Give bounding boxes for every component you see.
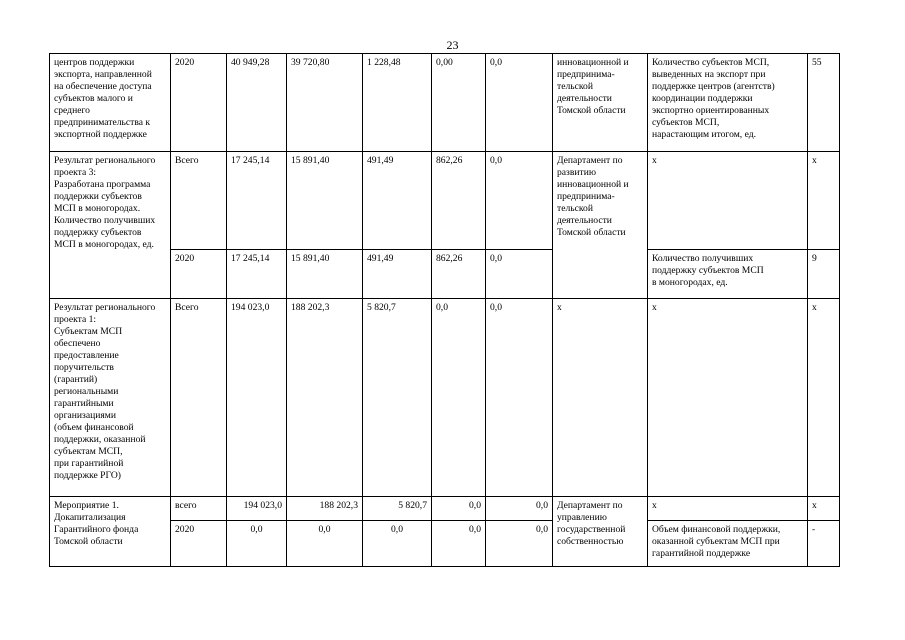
table-row — [50, 497, 840, 521]
local-funding-cell: 862,26 — [432, 250, 486, 299]
indicator-value-cell: - — [808, 521, 840, 567]
local-funding-cell: 0,0 — [432, 521, 486, 567]
local-funding-cell: 0,0 — [432, 497, 486, 521]
federal-funding-cell: 188 202,3 — [287, 497, 363, 521]
indicator-cell: х — [648, 299, 808, 497]
regional-funding-cell: 491,49 — [363, 250, 432, 299]
regional-funding-cell: 0,0 — [363, 521, 432, 567]
local-funding-cell: 862,26 — [432, 152, 486, 250]
other-funding-cell: 0,0 — [486, 521, 553, 567]
total-funding-cell: 0,0 — [227, 521, 287, 567]
year-cell: всего — [171, 497, 227, 521]
total-funding-cell: 194 023,0 — [227, 497, 287, 521]
year-cell: 2020 — [171, 54, 227, 152]
indicator-cell: Количество получивших поддержку субъектов МСП в моногородах, ед. — [648, 250, 808, 299]
program-table — [49, 53, 840, 567]
indicator-cell: х — [648, 152, 808, 250]
federal-funding-cell: 188 202,3 — [287, 299, 363, 497]
indicator-value-cell: 55 — [808, 54, 840, 152]
total-funding-cell: 17 245,14 — [227, 152, 287, 250]
local-funding-cell: 0,00 — [432, 54, 486, 152]
regional-funding-cell: 5 820,7 — [363, 497, 432, 521]
indicator-value-cell: х — [808, 152, 840, 250]
event-name-cell: Мероприятие 1. Докапитализация Гарантийного фонда Томской области — [50, 497, 171, 567]
table-row — [50, 54, 840, 152]
other-funding-cell: 0,0 — [486, 250, 553, 299]
indicator-cell: Объем финансовой поддержки, оказанной субъектам МСП при гарантийной поддержке — [648, 521, 808, 567]
federal-funding-cell: 39 720,80 — [287, 54, 363, 152]
table-row — [50, 152, 840, 250]
year-cell: Всего — [171, 299, 227, 497]
regional-funding-cell: 491,49 — [363, 152, 432, 250]
executor-cell: Департамент по управлению государственной собственностью — [553, 497, 648, 567]
indicator-value-cell: х — [808, 497, 840, 521]
event-name-cell: центров поддержки экспорта, направленной на обеспечение доступа субъектов малого и среднего предпринимательства к экспортной поддержке — [50, 54, 171, 152]
page-number: 23 — [446, 38, 459, 52]
year-cell: Всего — [171, 152, 227, 250]
federal-funding-cell: 15 891,40 — [287, 250, 363, 299]
indicator-value-cell: х — [808, 299, 840, 497]
total-funding-cell: 17 245,14 — [227, 250, 287, 299]
year-cell: 2020 — [171, 521, 227, 567]
regional-funding-cell: 5 820,7 — [363, 299, 432, 497]
other-funding-cell: 0,0 — [486, 152, 553, 250]
federal-funding-cell: 15 891,40 — [287, 152, 363, 250]
executor-cell: х — [553, 299, 648, 497]
indicator-cell: х — [648, 497, 808, 521]
total-funding-cell: 194 023,0 — [227, 299, 287, 497]
executor-cell: инновационной и предпринима- тельской деятельности Томской области — [553, 54, 648, 152]
indicator-value-cell: 9 — [808, 250, 840, 299]
other-funding-cell: 0,0 — [486, 54, 553, 152]
local-funding-cell: 0,0 — [432, 299, 486, 497]
other-funding-cell: 0,0 — [486, 497, 553, 521]
other-funding-cell: 0,0 — [486, 299, 553, 497]
executor-cell: Департамент по развитию инновационной и предпринима- тельской деятельности Томской области — [553, 152, 648, 299]
year-cell: 2020 — [171, 250, 227, 299]
indicator-cell: Количество субъектов МСП, выведенных на экспорт при поддержке центров (агентств) координации поддержки экспортно ориентированных субъектов МСП, нарастающим итогом, ед. — [648, 54, 808, 152]
event-name-cell: Результат регионального проекта 1: Субъектам МСП обеспечено предоставление поручительств (гарантий) региональными гарантийными организациями (объем финансовой поддержки, оказанной субъектам МСП, при гарантийной поддержке РГО) — [50, 299, 171, 497]
event-name-cell: Результат регионального проекта 3: Разработана программа поддержки субъектов МСП в моногородах. Количество получивших поддержку субъектов МСП в моногородах, ед. — [50, 152, 171, 299]
total-funding-cell: 40 949,28 — [227, 54, 287, 152]
regional-funding-cell: 1 228,48 — [363, 54, 432, 152]
federal-funding-cell: 0,0 — [287, 521, 363, 567]
table-row — [50, 299, 840, 497]
